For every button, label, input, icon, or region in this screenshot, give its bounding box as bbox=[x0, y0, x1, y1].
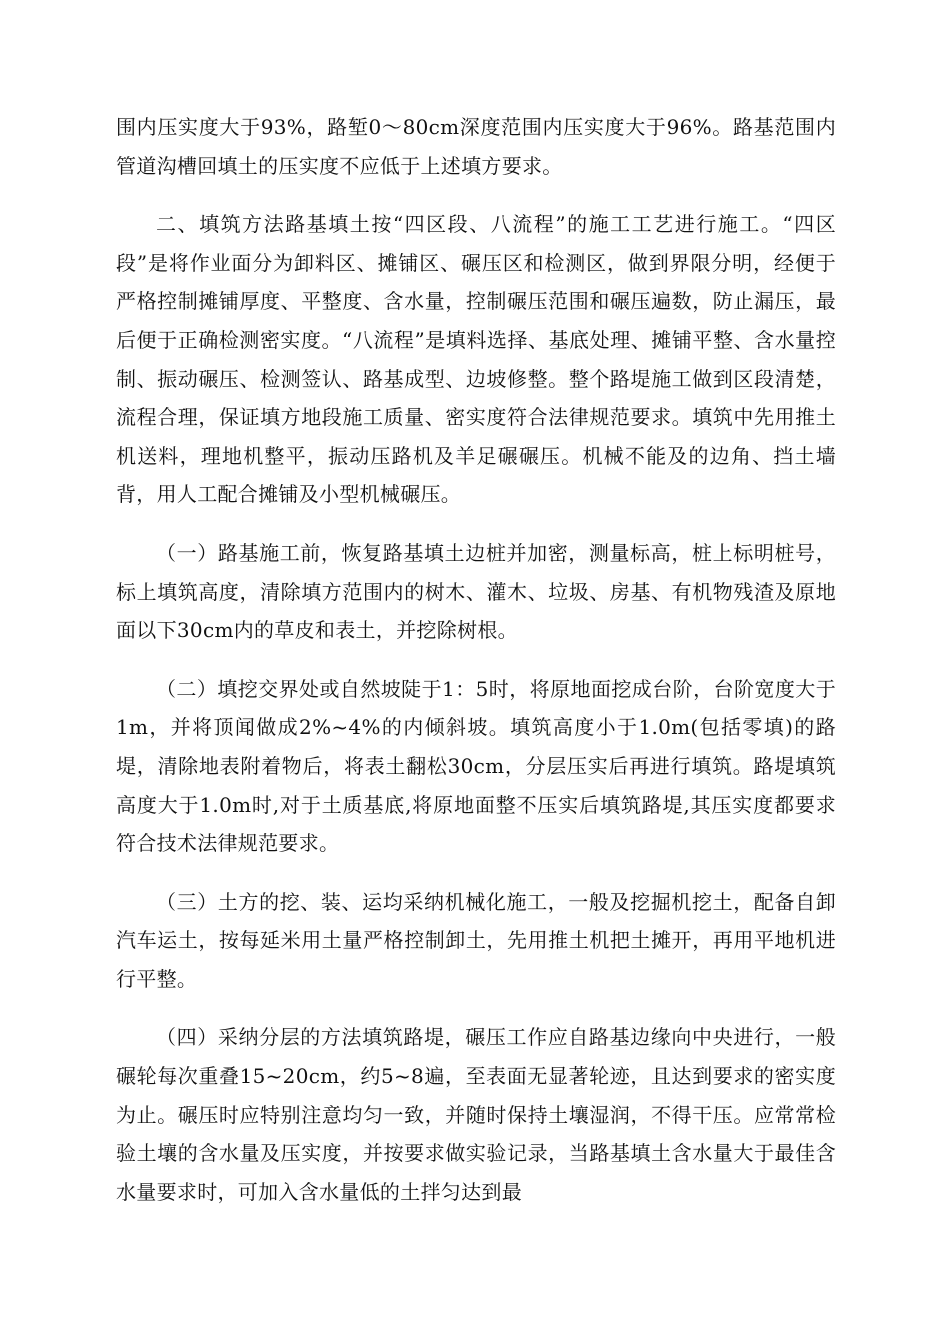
paragraph-item-4: （四）采纳分层的方法填筑路堤，碾压工作应自路基边缘向中央进行，一般碾轮每次重叠15~20cm，约5~8遍，至表面无显著轮迹，且达到要求的密实度为止。碾压时应特别注意均匀一致，并随时保持土壤湿润，不得干压。应常常检验土壤的含水量及压实度，并按要求做实验记录，当路基填土含水量大于最佳含水量要求时，可加入含水量低的土拌匀达到最 bbox=[116, 1025, 836, 1204]
paragraph-item-3: （三）土方的挖、装、运均采纳机械化施工，一般及挖掘机挖土，配备自卸汽车运土，按每延米用土量严格控制卸土，先用推土机把土摊开，再用平地机进行平整。 bbox=[116, 889, 836, 991]
document-body bbox=[116, 108, 836, 1211]
paragraph-item-1: （一）路基施工前，恢复路基填土边桩并加密，测量标高，桩上标明桩号，标上填筑高度，清除填方范围内的树木、灌木、垃圾、房基、有机物残渣及原地面以下30cm内的草皮和表土，并挖除树根。 bbox=[116, 540, 836, 643]
paragraph-item-2: （二）填挖交界处或自然坡陡于1：5时，将原地面挖成台阶，台阶宽度大于1m，并将顶闻做成2%~4%的内倾斜坡。填筑高度小于1.0m(包括零填)的路堤，清除地表附着物后，将表土翻松30cm，分层压实后再进行填筑。路堤填筑高度大于1.0m时,对于土质基底,将原地面整不压实后填筑路堤,其压实度都要求符合技术法律规范要求。 bbox=[116, 676, 836, 856]
paragraph-filling-method: 二、填筑方法路基填土按“四区段、八流程”的施工工艺进行施工。“四区段”是将作业面分为卸料区、摊铺区、碾压区和检测区，做到界限分明，经便于严格控制摊铺厚度、平整度、含水量，控制碾压范围和碾压遍数，防止漏压，最后便于正确检测密实度。“八流程”是填料选择、基底处理、摊铺平整、含水量控制、振动碾压、检测签认、路基成型、边坡修整。整个路堤施工做到区段清楚，流程合理，保证填方地段施工质量、密实度符合法律规范要求。填筑中先用推土机送料，理地机整平，振动压路机及羊足碾碾压。机械不能及的边角、挡土墙背，用人工配合摊铺及小型机械碾压。 bbox=[116, 212, 836, 507]
paragraph-compaction-requirements: 围内压实度大于93%，路堑0～80cm深度范围内压实度大于96%。路基范围内管道沟槽回填土的压实度不应低于上述填方要求。 bbox=[116, 115, 836, 178]
